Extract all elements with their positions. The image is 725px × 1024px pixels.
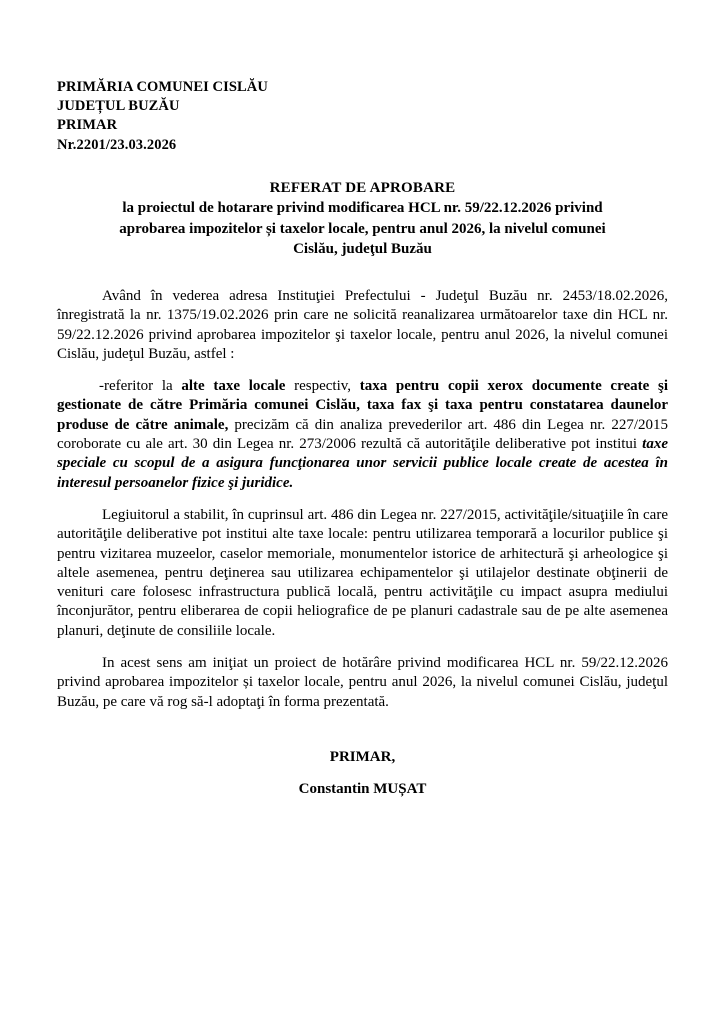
document-title: REFERAT DE APROBARE [269, 180, 456, 196]
paragraph-legislator-provisions-text: Legiuitorul a stabilit, în cuprinsul art. 486 din Legea nr. 227/2015, activităţile/situaţiile în care autorităţile deliberative pot institui alte taxe locale: pentru utilizarea temporară a locurilor publice şi pentru vizitarea muzeelor, caselor memoriale, monumentelor istorice de arhitectură şi arheologice şi altele asemenea, pentru deţinerea sau utilizarea echipamentelor şi utilajelor destinate obţinerii de venituri care folosesc infrastructura publică locală, pentru activităţile cu impact asupra mediului înconjurător, pentru eliberarea de copii heliografice de pe planuri cadastrale sau de pe alte asemenea planuri, deţinute de consiliile locale. [57, 506, 668, 639]
fees-legal-analysis-text: precizăm că din analiza prevederilor art. 486 din Legea nr. 227/2015 coroborate cu ale art. 30 din Legea nr. 273/2006 rezultă că autorităţile deliberative pot institui [57, 416, 668, 453]
letterhead-institution: PRIMĂRIA COMUNEI CISLĂU [57, 79, 268, 95]
signature-name: Constantin MUȘAT [298, 781, 427, 798]
letterhead [57, 78, 268, 155]
letterhead-registration-number: Nr.2201/23.03.2026 [57, 136, 177, 153]
paragraph-conclusion [57, 654, 668, 712]
fees-connector-text: respectiv, [285, 378, 360, 395]
document-body [57, 287, 668, 712]
letterhead-county: JUDEȚUL BUZĂU [57, 98, 180, 115]
document-subtitle-line-2: aprobarea impozitelor și taxelor locale, pentru anul 2026, la nivelul comunei [119, 220, 606, 237]
letterhead-role: PRIMAR [57, 117, 118, 134]
document-subtitle-line-3: Cislău, judeţul Buzău [293, 241, 432, 258]
signature-block [57, 748, 668, 800]
fees-emphasis-enumerated-taxes: taxa pentru copii xerox documente create şi gestionate de către Primăria comunei Cislău, taxa fax şi taxa pentru constatarea daunelor produse de către animale, [57, 378, 668, 433]
paragraph-considerations [57, 287, 668, 364]
paragraph-fees-reference [57, 377, 668, 493]
fees-emphasis-other-local-taxes: alte taxe locale [181, 378, 286, 395]
paragraph-conclusion-text: In acest sens am iniţiat un proiect de hotărâre privind modificarea HCL nr. 59/22.12.2026 privind aprobarea impozitelor și taxelor locale, pentru anul 2026, la nivelul comunei Cislău, judeţul Buzău, pe care vă rog să-l adoptaţi în forma prezentată. [57, 655, 668, 710]
paragraph-considerations-text: Având în vederea adresa Instituţiei Prefectului - Judeţul Buzău nr. 2453/18.02.2026, înregistrată la nr. 1375/19.02.2026 prin care ne solicită reanalizarea următoarelor taxe din HCL nr. 59/22.12.2026 privind aprobarea impozitelor şi taxelor locale, pentru anul 2026, la nivelul comunei Cislău, judeţul Buzău, astfel : [57, 288, 668, 362]
paragraph-legislator-provisions [57, 506, 668, 641]
fees-intro-text: -referitor la [99, 378, 182, 395]
title-block [57, 178, 668, 260]
fees-emphasis-special-taxes-definition: taxe speciale cu scopul de a asigura funcţionarea unor servicii publice locale create de acestea în interesul persoanelor fizice şi juridice. [57, 436, 668, 491]
document-subtitle-line-1: la proiectul de hotarare privind modificarea HCL nr. 59/22.12.2026 privind [122, 200, 603, 217]
signature-role: PRIMAR, [329, 749, 396, 765]
